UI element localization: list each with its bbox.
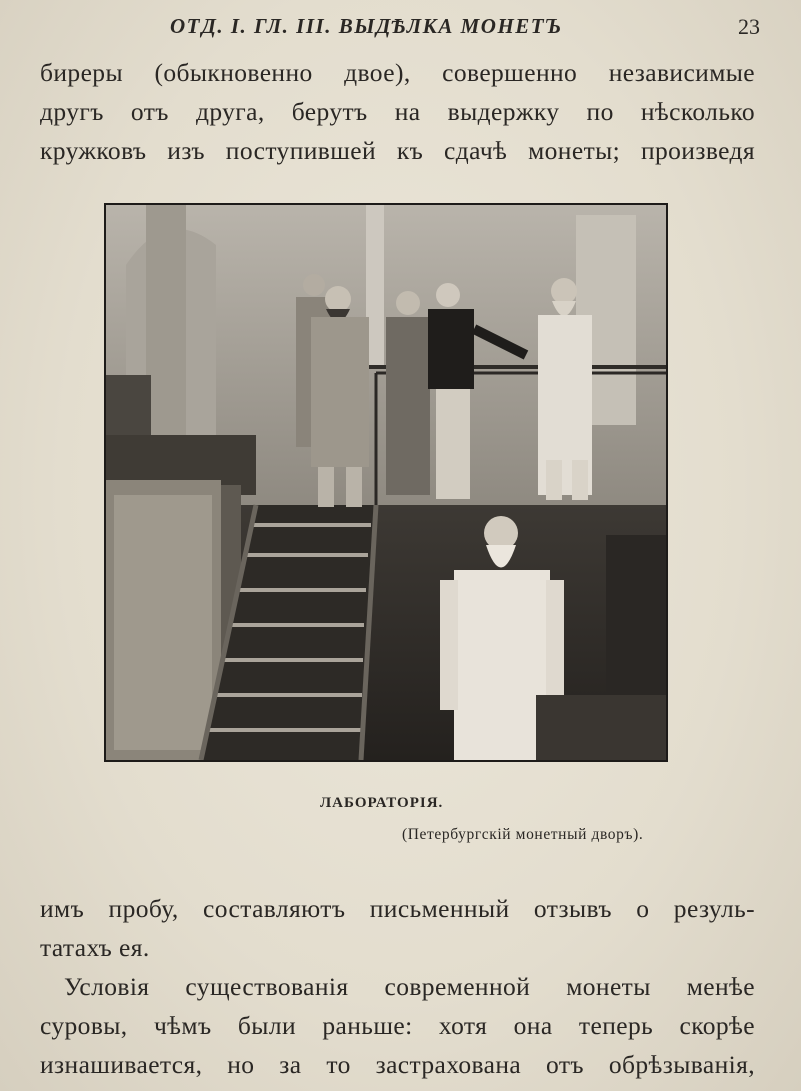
figure-caption-title: ЛАБОРАТОРІЯ. <box>320 795 444 811</box>
running-title: ОТД. I. ГЛ. III. ВЫДѢЛКА МОНЕТЪ <box>170 14 563 38</box>
page-number: 23 <box>738 14 760 39</box>
text-line: имъ пробу, составляютъ письменный отзывъ о резуль- <box>40 894 755 923</box>
text-line: другъ отъ друга, берутъ на выдержку по нѣсколько <box>40 97 755 126</box>
laboratory-photograph <box>104 203 668 762</box>
text-line: Условія существованія современной монеты менѣе <box>64 972 755 1001</box>
figure-caption-subtitle: (Петербургскій монетный дворъ). <box>402 826 644 843</box>
page-header <box>170 14 770 46</box>
text-line: суровы, чѣмъ были раньше: хотя она теперь скорѣе <box>40 1011 755 1040</box>
text-line: татахъ ея. <box>40 933 150 962</box>
photo-illustration <box>106 205 666 760</box>
text-line: изнашивается, но за то застрахована отъ обрѣзыванія, <box>40 1050 755 1079</box>
text-line: биреры (обыкновенно двое), совершенно независимые <box>40 58 755 87</box>
text-line: кружковъ изъ поступившей къ сдачѣ монеты; произведя <box>40 136 755 165</box>
